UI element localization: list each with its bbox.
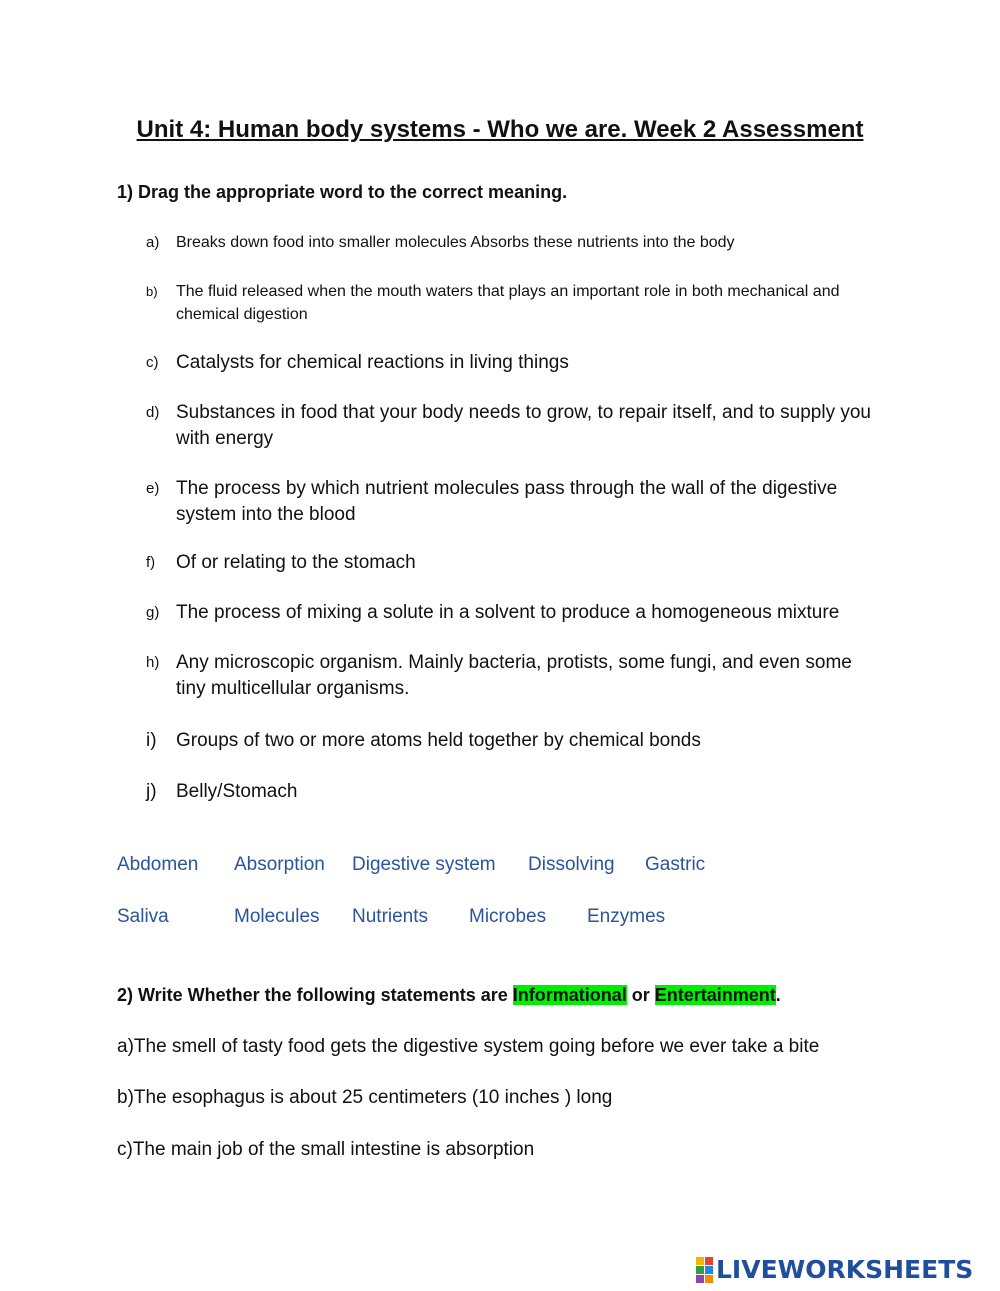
definition-e <box>146 476 886 528</box>
word-nutrients[interactable]: Nutrients <box>352 906 429 927</box>
word-digestive-system[interactable]: Digestive system <box>352 854 496 875</box>
definition-j <box>146 779 886 805</box>
word-bank-row-1 <box>0 850 1000 880</box>
definition-f <box>146 550 886 576</box>
word-microbes[interactable]: Microbes <box>469 906 547 927</box>
definition-text: Belly/Stomach <box>176 781 298 802</box>
definition-text: Groups of two or more atoms held together by chemical bonds <box>176 730 701 751</box>
definition-i <box>146 728 886 754</box>
statement-b: b)The esophagus is about 25 centimeters (10 inches ) long <box>117 1087 613 1108</box>
word-absorption[interactable]: Absorption <box>234 854 325 875</box>
question-2-heading <box>117 985 781 1006</box>
definition-a <box>146 231 886 254</box>
definition-text: Substances in food that your body needs to grow, to repair itself, and to supply you with energy <box>176 402 871 449</box>
liveworksheets-logo <box>696 1254 973 1286</box>
question-1-heading: 1) Drag the appropriate word to the correct meaning. <box>117 182 568 202</box>
statement-a: a)The smell of tasty food gets the digestive system going before we ever take a bite <box>117 1036 820 1057</box>
word-enzymes[interactable]: Enzymes <box>587 906 666 927</box>
definition-h <box>146 650 886 702</box>
definition-text: The process of mixing a solute in a solvent to produce a homogeneous mixture <box>176 602 840 623</box>
definition-marker: f) <box>146 554 156 571</box>
heading-prefix: 2) Write Whether the following statements are <box>117 985 513 1005</box>
heading-joiner: or <box>626 985 655 1005</box>
worksheet-title: Unit 4: Human body systems - Who we are. Week 2 Assessment <box>136 116 864 143</box>
word-gastric[interactable]: Gastric <box>645 854 706 875</box>
definition-marker: e) <box>146 480 160 497</box>
word-dissolving[interactable]: Dissolving <box>528 854 615 875</box>
definition-text: Of or relating to the stomach <box>176 552 416 573</box>
definition-c <box>146 350 886 376</box>
definition-marker: i) <box>146 730 157 751</box>
definition-marker: h) <box>146 654 160 671</box>
definition-marker: d) <box>146 404 160 421</box>
statement-c: c)The main job of the small intestine is absorption <box>117 1139 535 1160</box>
heading-suffix: . <box>775 985 781 1005</box>
definition-text: Catalysts for chemical reactions in living things <box>176 352 569 373</box>
word-bank-row-2 <box>0 902 1000 932</box>
definition-d <box>146 400 886 452</box>
definition-b <box>146 280 886 326</box>
definition-marker: a) <box>146 234 160 251</box>
logo-text: LIVEWORKSHEETS <box>716 1255 974 1284</box>
highlight-informational: Informational <box>512 985 627 1005</box>
definition-text: The fluid released when the mouth waters that plays an important role in both mechanical and chemical digestion <box>176 283 840 323</box>
word-abdomen[interactable]: Abdomen <box>117 854 199 875</box>
definition-marker: b) <box>146 284 158 299</box>
definition-text: Breaks down food into smaller molecules Absorbs these nutrients into the body <box>176 234 735 251</box>
definition-marker: j) <box>146 781 157 802</box>
definition-g <box>146 600 886 626</box>
logo-blocks-icon <box>696 1257 713 1283</box>
definition-marker: g) <box>146 604 160 621</box>
highlight-entertainment: Entertainment <box>654 985 776 1005</box>
definition-text: The process by which nutrient molecules pass through the wall of the digestive system into the blood <box>176 478 838 525</box>
word-saliva[interactable]: Saliva <box>117 906 169 927</box>
definition-text: Any microscopic organism. Mainly bacteria, protists, some fungi, and even some tiny multicellular organisms. <box>176 652 852 699</box>
definition-marker: c) <box>146 354 159 371</box>
word-molecules[interactable]: Molecules <box>234 906 320 927</box>
